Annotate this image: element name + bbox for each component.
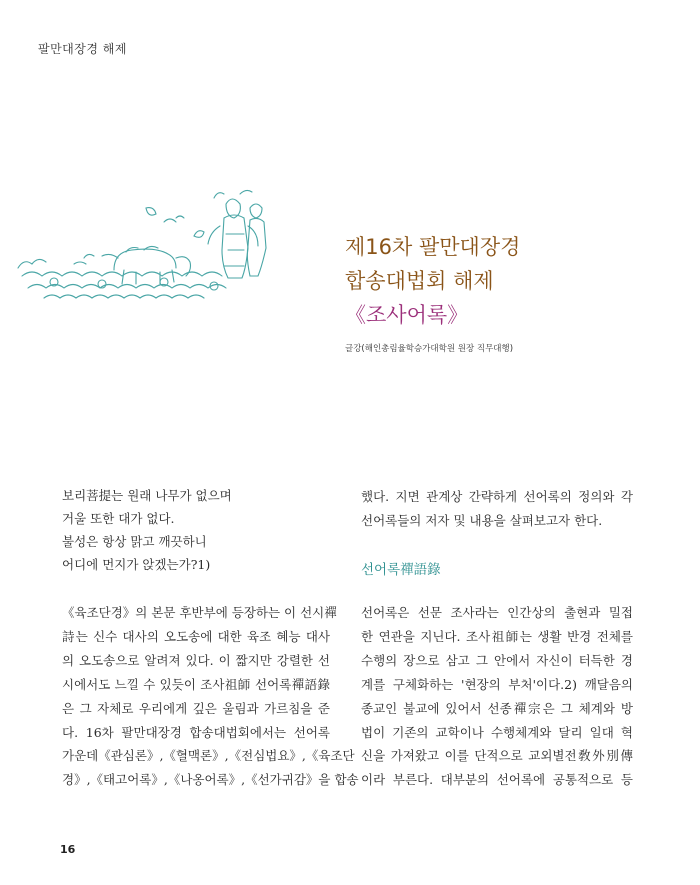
body-line: 은 그 자체로 우리에게 깊은 울림과 가르침을 준 — [62, 700, 330, 716]
right-column-intro — [361, 485, 633, 533]
body-line: 계를 구체화하는 '현장의 부처'이다.2) 깨달음의 — [361, 676, 633, 692]
title-line-3: 《조사어록》 — [345, 303, 469, 327]
body-line: 《육조단경》의 본문 후반부에 등장하는 이 선시禪 — [62, 605, 337, 620]
body-line: 詩는 신수 대사의 오도송에 대한 육조 혜능 대사 — [62, 628, 330, 644]
title-line-2: 합송대법회 해제 — [345, 269, 494, 293]
page-number: 16 — [60, 843, 76, 856]
body-line: 법이 기존의 교학이나 수행체계와 달리 일대 혁 — [361, 724, 633, 740]
left-column-body — [62, 601, 359, 792]
body-line: 신을 가져왔고 이를 단적으로 교외별전敎外別傳 — [361, 748, 633, 764]
opening-poem — [62, 484, 232, 576]
author-byline: 글강(해인총림율학승가대학원 원장 직무대행) — [345, 344, 514, 354]
body-line: 경》,《태고어록》,《나옹어록》,《선가귀감》을 합송 — [62, 772, 359, 788]
body-line: 종교인 불교에 있어서 선종禪宗은 그 체계와 방 — [361, 700, 633, 716]
poem-line: 보리菩提는 원래 나무가 없으며 — [62, 488, 232, 503]
title-line-1: 제16차 팔만대장경 — [345, 235, 521, 259]
section-heading: 선어록禪語錄 — [361, 562, 441, 578]
body-line: 다. 16차 팔만대장경 합송대법회에서는 선어록 — [62, 724, 330, 740]
body-line: 했다. 지면 관계상 간략하게 선어록의 정의와 각 — [361, 489, 633, 504]
right-column-body — [361, 601, 633, 792]
article-title — [345, 230, 520, 332]
poem-line: 어디에 먼지가 앉겠는가?1) — [62, 557, 211, 572]
body-line: 한 연관을 지닌다. 조사祖師는 생활 반경 전체를 — [361, 628, 633, 644]
body-line: 수행의 장으로 삼고 그 안에서 자신이 터득한 경 — [361, 652, 633, 668]
body-line: 시에서도 느낄 수 있듯이 조사祖師 선어록禪語錄 — [62, 676, 330, 692]
body-line: 선어록들의 저자 및 내용을 살펴보고자 한다. — [361, 512, 603, 528]
body-line: 가운데《관심론》,《혈맥론》,《전심법요》,《육조단 — [62, 748, 355, 764]
running-header: 팔만대장경 해제 — [38, 42, 127, 56]
poem-line: 거울 또한 대가 없다. — [62, 511, 175, 526]
body-line: 선어록은 선문 조사라는 인간상의 출현과 밀접 — [361, 605, 633, 620]
poem-line: 불성은 항상 맑고 깨끗하니 — [62, 534, 207, 549]
body-line: 이라 부른다. 대부분의 선어록에 공통적으로 등 — [361, 772, 633, 788]
buddhist-illustration — [14, 178, 276, 308]
body-line: 의 오도송으로 알려져 있다. 이 짧지만 강렬한 선 — [62, 652, 330, 668]
